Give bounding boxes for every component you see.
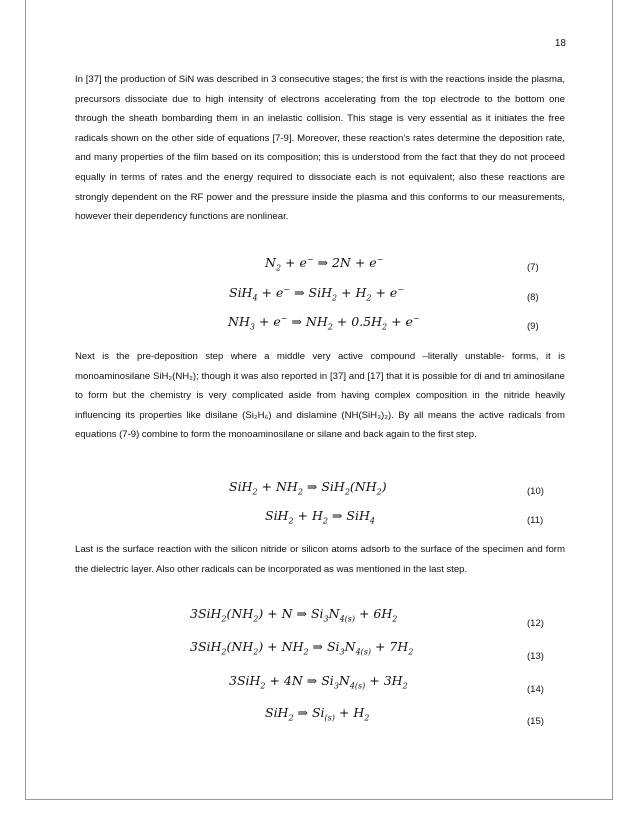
equation-10-number: (10) bbox=[527, 486, 544, 497]
equation-15: SiH$_2$ ⇒ $Si_{(s)} + H_2$ bbox=[265, 705, 370, 723]
equation-9-number: (9) bbox=[527, 321, 539, 332]
equation-12: $3SiH_2(NH_2) + N$ ⇒ $Si_3N_{4(s)} + 6H_2$ bbox=[190, 606, 398, 624]
paragraph-surface-reaction: Last is the surface reaction with the silicon nitride or silicon atoms adsorb to the surface of the specimen and form the dielectric layer. Also other radicals can be incorporated as was mentioned in the last step. bbox=[75, 544, 565, 575]
equation-12-number: (12) bbox=[527, 618, 544, 629]
equation-7-number: (7) bbox=[527, 262, 539, 273]
equation-7: $N_2 + e^-$ ⇒ 2N + e− bbox=[265, 255, 384, 273]
equation-10: $SiH_2 + NH_2$ ⇒ $SiH_2(NH_2)$ bbox=[229, 479, 387, 497]
equation-8: SiH$_4$ + e− ⇒ $SiH_2 + H_2 + e^-$ bbox=[229, 285, 405, 303]
equation-13-number: (13) bbox=[527, 651, 544, 662]
equation-14: 3SiH$_2$ + 4N ⇒ $Si_3N_{4(s)} + 3H_2$ bbox=[229, 673, 408, 691]
equation-14-number: (14) bbox=[527, 684, 544, 695]
equation-15-number: (15) bbox=[527, 716, 544, 727]
paragraph-production-stages: In [37] the production of SiN was described in 3 consecutive stages; the first is with the reactions inside the plasma, precursors dissociate due to high intensity of electrons accelerating from the top electrode to the bottom one through the sheath bombarding them in an inelastic collision. This stage is very essential as it initiates the free radicals shown on the other side of equations [7-9]. Moreover, these reaction’s rates determine the deposition rate, and many properties of the film based on its composition; this is understood from the fact that they do not proceed equally in terms of rates and the energy required to dissociate each is not equivalent; also these reactions are strongly dependent on the RF power and the pressure inside the plasma and this conforms to our measurements, however their dependency functions are nonlinear. bbox=[75, 74, 565, 223]
paragraph-pre-deposition: Next is the pre-deposition step where a middle very active compound –literally unstable- forms, it is monoaminosilane SiH₂(NH₂); though it was also reported in [37] and [17] that it is possible for di and tri aminosilane to form but the chemistry is very complicated aside from having complex composition in the nitride heavily influencing its properties like disilane (Si₂H₆) and dislamine (NH(SiH₃)₂). By all means the active radicals from equations (7-9) combine to form the monoaminosilane or silane and back again to the first step. bbox=[75, 351, 565, 441]
page-number: 18 bbox=[554, 38, 566, 49]
equation-11-number: (11) bbox=[527, 515, 544, 526]
equation-13: $3SiH_2(NH_2) + NH_2$ ⇒ $Si_3N_{4(s)} + 7H_2$ bbox=[190, 639, 414, 657]
equation-8-number: (8) bbox=[527, 292, 539, 303]
equation-11: $SiH_2 + H_2$ ⇒ SiH$_4$ bbox=[265, 508, 375, 526]
equation-9: $NH_3 + e^-$ ⇒ $NH_2 + 0.5H_2 + e^-$ bbox=[228, 314, 420, 332]
